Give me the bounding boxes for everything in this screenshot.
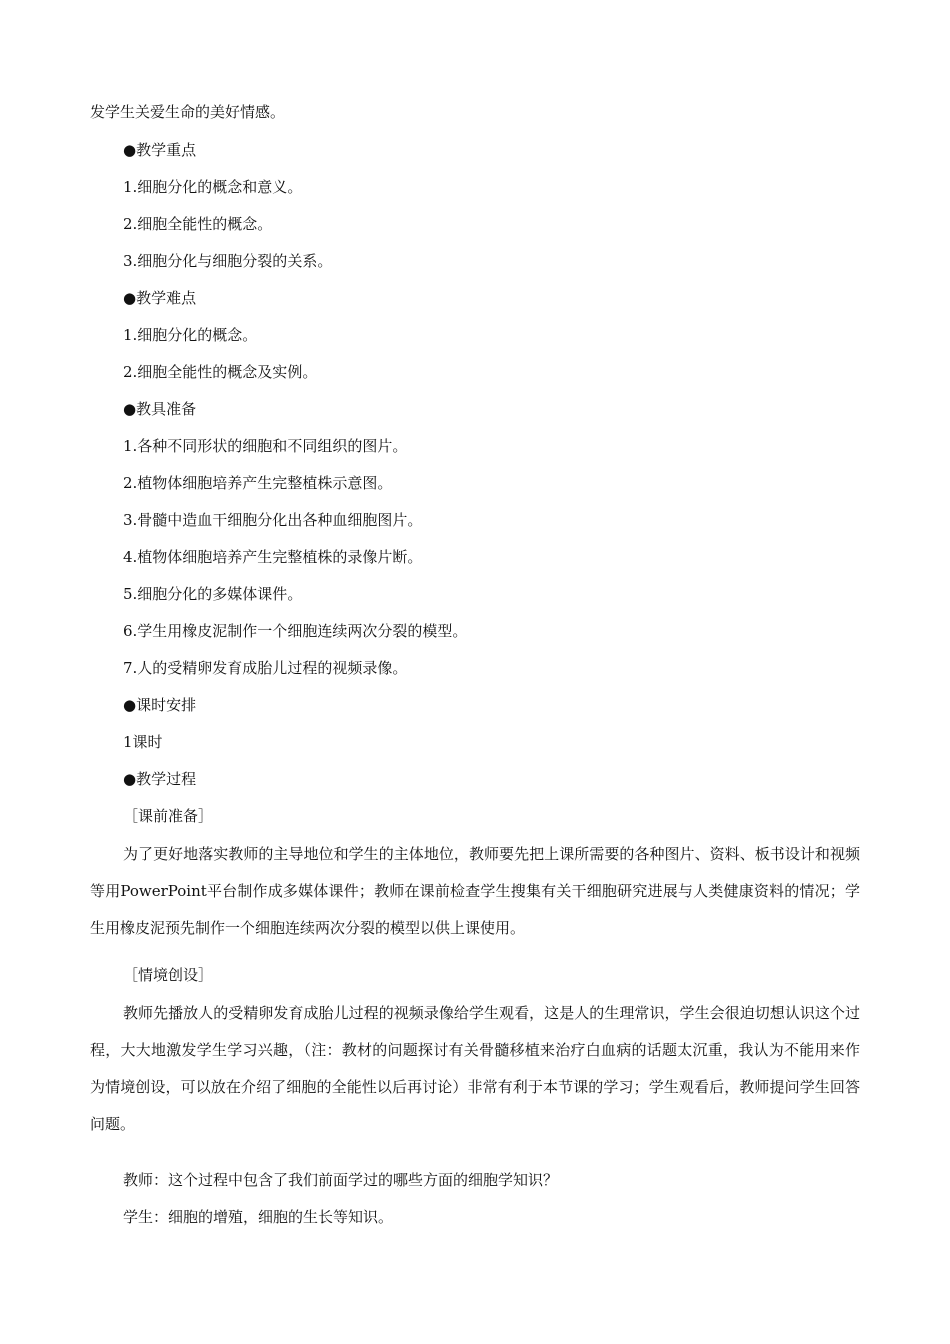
list-item: 5.细胞分化的多媒体课件。 <box>123 585 303 603</box>
list-item: 1.各种不同形状的细胞和不同组织的图片。 <box>123 437 408 455</box>
list-item: 3.细胞分化与细胞分裂的关系。 <box>123 252 333 270</box>
dialogue-teacher: 教师：这个过程中包含了我们前面学过的哪些方面的细胞学知识？ <box>123 1171 559 1189</box>
situation-heading: ［情境创设］ <box>123 966 214 984</box>
schedule-heading: ●课时安排 <box>123 696 197 714</box>
list-item: 2.植物体细胞培养产生完整植株示意图。 <box>123 474 393 492</box>
list-item: 4.植物体细胞培养产生完整植株的录像片断。 <box>123 548 423 566</box>
list-item: 1.细胞分化的概念和意义。 <box>123 178 303 196</box>
list-item: 7.人的受精卵发育成胎儿过程的视频录像。 <box>123 659 408 677</box>
difficulties-heading: ●教学难点 <box>123 289 197 307</box>
list-item: 2.细胞全能性的概念及实例。 <box>123 363 318 381</box>
intro-line: 发学生关爱生命的美好情感。 <box>90 103 286 121</box>
materials-heading: ●教具准备 <box>123 400 197 418</box>
dialogue-student: 学生：细胞的增殖，细胞的生长等知识。 <box>123 1208 394 1226</box>
list-item: 6.学生用橡皮泥制作一个细胞连续两次分裂的模型。 <box>123 622 468 640</box>
situation-paragraph: 教师先播放人的受精卵发育成胎儿过程的视频录像给学生观看，这是人的生理常识，学生会很迫切想认识这个过程，大大地激发学生学习兴趣，（注：教材的问题探讨有关骨髓移植来治疗白血病的话题太沉重，我认为不能用来作为情境创设，可以放在介绍了细胞的全能性以后再讨论）非常有利于本节课的学习；学生观看后，教师提问学生回答问题。 <box>90 1004 860 1133</box>
process-heading: ●教学过程 <box>123 770 197 788</box>
list-item: 2.细胞全能性的概念。 <box>123 215 273 233</box>
list-item: 1.细胞分化的概念。 <box>123 326 258 344</box>
prep-heading: ［课前准备］ <box>123 807 214 825</box>
schedule-value: 1课时 <box>123 733 163 751</box>
key-points-heading: ●教学重点 <box>123 141 197 159</box>
list-item: 3.骨髓中造血干细胞分化出各种血细胞图片。 <box>123 511 423 529</box>
prep-paragraph: 为了更好地落实教师的主导地位和学生的主体地位，教师要先把上课所需要的各种图片、资料、板书设计和视频等用PowerPoint平台制作成多媒体课件；教师在课前检查学生搜集有关干细胞研究进展与人类健康资料的情况；学生用橡皮泥预先制作一个细胞连续两次分裂的模型以供上课使用。 <box>90 845 860 937</box>
